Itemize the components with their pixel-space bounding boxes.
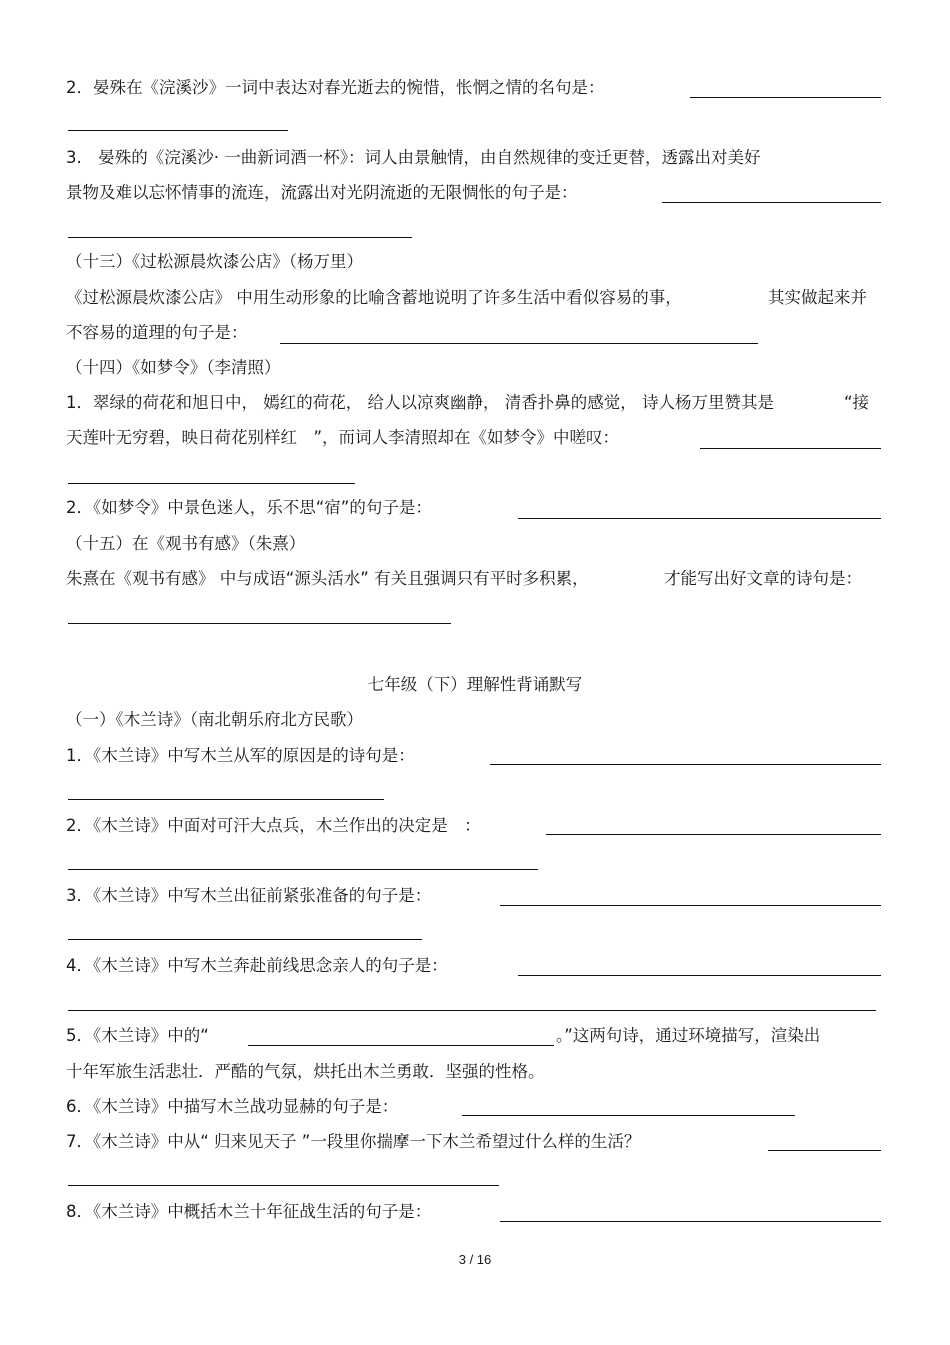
answer-blank[interactable] (700, 448, 881, 449)
question-text: 8．《木兰诗》中概括木兰十年征战生活的句子是： (66, 1202, 432, 1221)
question-text: 2．《如梦令》中景色迷人，乐不思“宿”的句子是： (66, 498, 432, 517)
answer-blank[interactable] (68, 869, 538, 870)
question-text: 4．《木兰诗》中写木兰奔赴前线思念亲人的句子是： (66, 956, 448, 975)
section-heading: （十三）《过松源晨炊漆公店》（杨万里） (66, 252, 363, 271)
answer-blank[interactable] (500, 905, 881, 906)
answer-blank[interactable] (662, 202, 881, 203)
question-text: 6．《木兰诗》中描写木兰战功显赫的句子是： (66, 1097, 399, 1116)
answer-blank[interactable] (546, 834, 881, 835)
answer-blank[interactable] (500, 1221, 881, 1222)
answer-blank[interactable] (68, 799, 384, 800)
question-text: 1．《木兰诗》中写木兰从军的原因是的诗句是： (66, 746, 415, 765)
answer-blank[interactable] (68, 237, 412, 238)
question-text: 7．《木兰诗》中从“ 归来见天子 ”一段里你揣摩一下木兰希望过什么样的生活？ (66, 1132, 641, 1151)
question-text: 其实做起来并 (768, 288, 867, 307)
question-text: 《过松源晨炊漆公店》 中用生动形象的比喻含蓄地说明了许多生活中看似容易的事， (66, 288, 682, 307)
page-number: 3 / 16 (458, 1252, 492, 1267)
question-text: 景物及难以忘怀情事的流连，流露出对光阴流逝的无限惆怅的句子是： (66, 183, 578, 202)
question-text: “接 (844, 393, 870, 412)
question-text: 1．翠绿的荷花和旭日中， 嫣红的荷花， 给人以凉爽幽静， 清香扑鼻的感觉， 诗人杨万里赞其是 (66, 393, 774, 412)
page-title: 七年级（下）理解性背诵默写 (367, 675, 583, 694)
question-text: 2．《木兰诗》中面对可汗大点兵，木兰作出的决定是 ： (66, 816, 481, 835)
answer-blank[interactable] (768, 1150, 881, 1151)
answer-blank[interactable] (280, 343, 758, 344)
question-text: 不容易的道理的句子是： (66, 323, 248, 342)
question-text: 3．《木兰诗》中写木兰出征前紧张准备的句子是： (66, 886, 432, 905)
answer-blank[interactable] (68, 483, 355, 484)
section-heading: （十四）《如梦令》（李清照） (66, 358, 281, 377)
answer-blank[interactable] (518, 975, 881, 976)
section-heading: （一）《木兰诗》（南北朝乐府北方民歌） (66, 710, 363, 729)
answer-blank[interactable] (690, 97, 881, 98)
question-text: 3. 晏殊的《浣溪沙· 一曲新词酒一杯》：词人由景触情，由自然规律的变迁更替，透露出对美好 (66, 148, 761, 167)
answer-blank[interactable] (68, 130, 288, 131)
answer-blank[interactable] (68, 1185, 499, 1186)
question-text: 才能写出好文章的诗句是： (664, 569, 862, 588)
answer-blank[interactable] (68, 1010, 876, 1011)
question-text: 2．晏殊在《浣溪沙》一词中表达对春光逝去的惋惜，怅惘之情的名句是： (66, 78, 605, 97)
answer-blank[interactable] (68, 623, 451, 624)
question-text: 十年军旅生活悲壮．严酷的气氛，烘托出木兰勇敢．坚强的性格。 (66, 1062, 545, 1081)
answer-blank[interactable] (462, 1115, 795, 1116)
section-heading: （十五）在《观书有感》（朱熹） (66, 534, 306, 553)
answer-blank[interactable] (490, 764, 881, 765)
question-text: 朱熹在《观书有感》 中与成语“源头活水” 有关且强调只有平时多积累， (66, 569, 589, 588)
question-text: 。”这两句诗，通过环境描写，渲染出 (556, 1026, 821, 1045)
question-text: 天莲叶无穷碧，映日荷花别样红 ”，而词人李清照却在《如梦令》中嗟叹： (66, 428, 620, 447)
answer-blank[interactable] (68, 939, 422, 940)
question-text: 5．《木兰诗》中的“ (66, 1026, 209, 1045)
answer-blank[interactable] (518, 518, 881, 519)
answer-blank[interactable] (248, 1045, 554, 1046)
